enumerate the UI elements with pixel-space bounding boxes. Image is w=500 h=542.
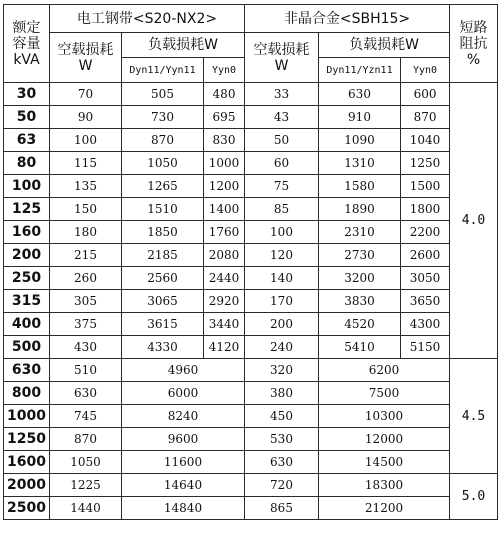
table-row: [4, 313, 498, 336]
table-row: [4, 198, 498, 221]
impedance-cell: 4.5: [450, 359, 498, 474]
header-no-load-loss-2: [245, 33, 319, 83]
steel-load-loss-dyn-cell: 4330: [122, 336, 204, 359]
steel-no-load-loss-cell: 115: [50, 152, 122, 175]
steel-load-loss-cell: 11600: [122, 451, 245, 474]
table-row: [4, 359, 498, 382]
steel-no-load-loss-cell: 150: [50, 198, 122, 221]
amorphous-no-load-loss-cell: 120: [245, 244, 319, 267]
table-row: [4, 336, 498, 359]
steel-load-loss-cell: 14640: [122, 474, 245, 497]
impedance-cell: 4.0: [450, 83, 498, 359]
amorphous-load-loss-cell: 10300: [319, 405, 450, 428]
table-row: [4, 290, 498, 313]
header-no-load-loss-1-label: 空载损耗: [57, 41, 114, 58]
steel-load-loss-yyn0-cell: 2080: [204, 244, 245, 267]
amorphous-load-loss-yyn0-cell: 2200: [401, 221, 450, 244]
amorphous-load-loss-yyn0-cell: 1250: [401, 152, 450, 175]
amorphous-load-loss-dyn-cell: 5410: [319, 336, 401, 359]
steel-no-load-loss-cell: 1440: [50, 497, 122, 520]
capacity-cell: 1000: [4, 405, 50, 428]
header-group-electrical-steel: 电工钢带<S20-NX2>: [50, 5, 245, 33]
header-no-load-loss-2-unit: W: [274, 57, 289, 74]
amorphous-load-loss-dyn-cell: 910: [319, 106, 401, 129]
table-row: [4, 267, 498, 290]
steel-load-loss-yyn0-cell: 480: [204, 83, 245, 106]
steel-no-load-loss-cell: 870: [50, 428, 122, 451]
amorphous-no-load-loss-cell: 170: [245, 290, 319, 313]
amorphous-load-loss-dyn-cell: 630: [319, 83, 401, 106]
steel-load-loss-dyn-cell: 1510: [122, 198, 204, 221]
steel-load-loss-dyn-cell: 3065: [122, 290, 204, 313]
steel-no-load-loss-cell: 260: [50, 267, 122, 290]
steel-load-loss-cell: 8240: [122, 405, 245, 428]
amorphous-no-load-loss-cell: 43: [245, 106, 319, 129]
header-impedance-line1: 短路: [459, 19, 488, 36]
table-row: [4, 451, 498, 474]
steel-no-load-loss-cell: 100: [50, 129, 122, 152]
amorphous-load-loss-dyn-cell: 3200: [319, 267, 401, 290]
table-row: [4, 497, 498, 520]
amorphous-load-loss-yyn0-cell: 1040: [401, 129, 450, 152]
capacity-cell: 100: [4, 175, 50, 198]
table-row: [4, 382, 498, 405]
steel-load-loss-cell: 6000: [122, 382, 245, 405]
steel-load-loss-dyn-cell: 730: [122, 106, 204, 129]
capacity-cell: 2000: [4, 474, 50, 497]
amorphous-no-load-loss-cell: 450: [245, 405, 319, 428]
steel-load-loss-dyn-cell: 1850: [122, 221, 204, 244]
amorphous-load-loss-yyn0-cell: 1800: [401, 198, 450, 221]
capacity-cell: 315: [4, 290, 50, 313]
amorphous-no-load-loss-cell: 60: [245, 152, 319, 175]
amorphous-load-loss-yyn0-cell: 870: [401, 106, 450, 129]
table-row: [4, 474, 498, 497]
header-no-load-loss-1-unit: W: [78, 57, 93, 74]
table-row: [4, 152, 498, 175]
amorphous-load-loss-cell: 14500: [319, 451, 450, 474]
amorphous-no-load-loss-cell: 33: [245, 83, 319, 106]
steel-no-load-loss-cell: 180: [50, 221, 122, 244]
amorphous-no-load-loss-cell: 200: [245, 313, 319, 336]
impedance-cell: 5.0: [450, 474, 498, 520]
amorphous-no-load-loss-cell: 630: [245, 451, 319, 474]
amorphous-load-loss-dyn-cell: 4520: [319, 313, 401, 336]
steel-load-loss-yyn0-cell: 830: [204, 129, 245, 152]
header-rated-capacity-line1: 额定: [12, 19, 41, 36]
amorphous-load-loss-dyn-cell: 1090: [319, 129, 401, 152]
capacity-cell: 1600: [4, 451, 50, 474]
header-impedance-line2: 阻抗: [459, 35, 488, 52]
amorphous-load-loss-dyn-cell: 2730: [319, 244, 401, 267]
capacity-cell: 250: [4, 267, 50, 290]
amorphous-load-loss-yyn0-cell: 3050: [401, 267, 450, 290]
steel-no-load-loss-cell: 1050: [50, 451, 122, 474]
steel-load-loss-yyn0-cell: 695: [204, 106, 245, 129]
steel-no-load-loss-cell: 430: [50, 336, 122, 359]
steel-no-load-loss-cell: 135: [50, 175, 122, 198]
steel-load-loss-dyn-cell: 505: [122, 83, 204, 106]
table-row: [4, 405, 498, 428]
header-row-2: [4, 33, 498, 58]
capacity-cell: 80: [4, 152, 50, 175]
steel-load-loss-yyn0-cell: 1400: [204, 198, 245, 221]
table-row: [4, 244, 498, 267]
steel-load-loss-dyn-cell: 870: [122, 129, 204, 152]
steel-load-loss-cell: 4960: [122, 359, 245, 382]
steel-no-load-loss-cell: 375: [50, 313, 122, 336]
capacity-cell: 200: [4, 244, 50, 267]
amorphous-load-loss-dyn-cell: 1310: [319, 152, 401, 175]
amorphous-load-loss-cell: 21200: [319, 497, 450, 520]
steel-load-loss-cell: 9600: [122, 428, 245, 451]
header-load-loss-2: 负载损耗W: [319, 33, 450, 58]
header-rated-capacity-line2: 容量: [12, 35, 41, 52]
steel-no-load-loss-cell: 305: [50, 290, 122, 313]
steel-load-loss-dyn-cell: 1265: [122, 175, 204, 198]
header-group-amorphous-alloy: 非晶合金<SBH15>: [245, 5, 450, 33]
steel-load-loss-yyn0-cell: 4120: [204, 336, 245, 359]
steel-load-loss-yyn0-cell: 3440: [204, 313, 245, 336]
amorphous-no-load-loss-cell: 320: [245, 359, 319, 382]
steel-no-load-loss-cell: 745: [50, 405, 122, 428]
amorphous-no-load-loss-cell: 50: [245, 129, 319, 152]
amorphous-load-loss-yyn0-cell: 2600: [401, 244, 450, 267]
table-row: [4, 175, 498, 198]
header-rated-capacity: [4, 5, 50, 83]
amorphous-no-load-loss-cell: 530: [245, 428, 319, 451]
steel-load-loss-yyn0-cell: 2440: [204, 267, 245, 290]
header-yyn0-1: Yyn0: [204, 58, 245, 83]
steel-load-loss-dyn-cell: 2185: [122, 244, 204, 267]
header-no-load-loss-2-label: 空载损耗: [253, 41, 310, 58]
capacity-cell: 1250: [4, 428, 50, 451]
steel-no-load-loss-cell: 1225: [50, 474, 122, 497]
header-row-1: [4, 5, 498, 33]
steel-no-load-loss-cell: 510: [50, 359, 122, 382]
capacity-cell: 63: [4, 129, 50, 152]
amorphous-load-loss-yyn0-cell: 600: [401, 83, 450, 106]
header-load-loss-1: 负载损耗W: [122, 33, 245, 58]
steel-load-loss-dyn-cell: 1050: [122, 152, 204, 175]
amorphous-no-load-loss-cell: 140: [245, 267, 319, 290]
capacity-cell: 30: [4, 83, 50, 106]
capacity-cell: 800: [4, 382, 50, 405]
steel-load-loss-yyn0-cell: 1200: [204, 175, 245, 198]
amorphous-load-loss-yyn0-cell: 1500: [401, 175, 450, 198]
table-row: [4, 221, 498, 244]
amorphous-no-load-loss-cell: 380: [245, 382, 319, 405]
table-row: [4, 428, 498, 451]
steel-no-load-loss-cell: 70: [50, 83, 122, 106]
amorphous-no-load-loss-cell: 240: [245, 336, 319, 359]
amorphous-load-loss-cell: 6200: [319, 359, 450, 382]
amorphous-load-loss-dyn-cell: 1580: [319, 175, 401, 198]
amorphous-load-loss-dyn-cell: 1890: [319, 198, 401, 221]
amorphous-load-loss-yyn0-cell: 5150: [401, 336, 450, 359]
steel-load-loss-yyn0-cell: 1000: [204, 152, 245, 175]
table-row: [4, 83, 498, 106]
capacity-cell: 2500: [4, 497, 50, 520]
steel-load-loss-yyn0-cell: 2920: [204, 290, 245, 313]
amorphous-load-loss-yyn0-cell: 4300: [401, 313, 450, 336]
steel-no-load-loss-cell: 215: [50, 244, 122, 267]
capacity-cell: 630: [4, 359, 50, 382]
steel-load-loss-yyn0-cell: 1760: [204, 221, 245, 244]
amorphous-load-loss-yyn0-cell: 3650: [401, 290, 450, 313]
capacity-cell: 125: [4, 198, 50, 221]
header-rated-capacity-line3: kVA: [13, 51, 40, 68]
steel-load-loss-cell: 14840: [122, 497, 245, 520]
amorphous-load-loss-cell: 18300: [319, 474, 450, 497]
header-impedance-line3: %: [466, 51, 481, 68]
steel-load-loss-dyn-cell: 2560: [122, 267, 204, 290]
amorphous-no-load-loss-cell: 75: [245, 175, 319, 198]
table-row: [4, 106, 498, 129]
header-yyn0-2: Yyn0: [401, 58, 450, 83]
transformer-loss-table: [3, 4, 498, 520]
amorphous-load-loss-dyn-cell: 3830: [319, 290, 401, 313]
steel-load-loss-dyn-cell: 3615: [122, 313, 204, 336]
table-row: [4, 129, 498, 152]
header-no-load-loss-1: [50, 33, 122, 83]
amorphous-load-loss-cell: 12000: [319, 428, 450, 451]
header-dyn11-yyn11: Dyn11/Yyn11: [122, 58, 204, 83]
header-short-circuit-impedance: [450, 5, 498, 83]
amorphous-no-load-loss-cell: 865: [245, 497, 319, 520]
steel-no-load-loss-cell: 630: [50, 382, 122, 405]
capacity-cell: 50: [4, 106, 50, 129]
amorphous-load-loss-dyn-cell: 2310: [319, 221, 401, 244]
capacity-cell: 160: [4, 221, 50, 244]
steel-no-load-loss-cell: 90: [50, 106, 122, 129]
capacity-cell: 500: [4, 336, 50, 359]
capacity-cell: 400: [4, 313, 50, 336]
amorphous-no-load-loss-cell: 720: [245, 474, 319, 497]
amorphous-no-load-loss-cell: 85: [245, 198, 319, 221]
header-dyn11-yzn11: Dyn11/Yzn11: [319, 58, 401, 83]
amorphous-no-load-loss-cell: 100: [245, 221, 319, 244]
table-body: [4, 5, 498, 520]
amorphous-load-loss-cell: 7500: [319, 382, 450, 405]
